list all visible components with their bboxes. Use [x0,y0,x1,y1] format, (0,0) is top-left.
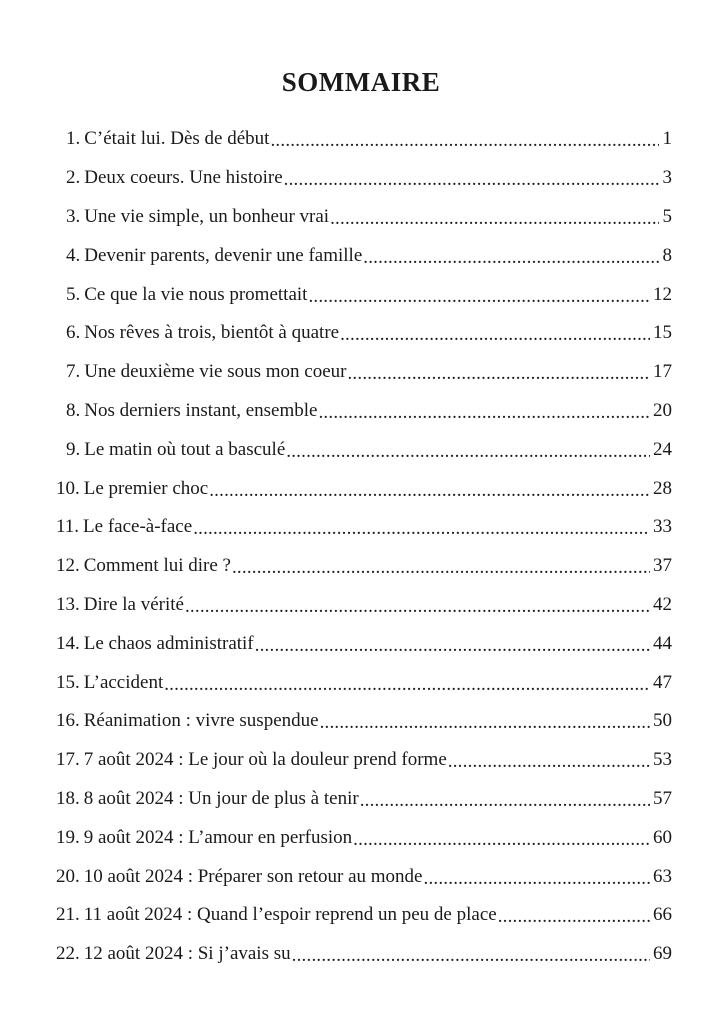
toc-entry [56,353,672,392]
dot-leader [498,905,650,929]
toc-entry [56,741,672,780]
toc-entry-page: 20 [653,399,672,421]
toc-entry-number: 10. [56,477,80,499]
dot-leader [340,323,650,347]
dot-leader [347,362,650,386]
toc-entry-title: Ce que la vie nous promettait [84,283,308,305]
toc-entry [56,469,672,508]
dot-leader [360,789,650,813]
toc-entry-number: 8. [66,399,81,421]
toc-entry [56,275,672,314]
toc-entry-title: Nos rêves à trois, bientôt à quatre [84,322,340,344]
dot-leader [255,634,650,658]
dot-leader [448,750,650,774]
toc-entry-title: Le matin où tout a basculé [84,438,286,460]
toc-entry-page: 17 [653,361,672,383]
toc-entry-number: 16. [56,710,80,732]
dot-leader [164,673,650,697]
toc-entry-page: 33 [653,516,672,538]
toc-entry [56,508,672,547]
dot-leader [353,828,650,852]
dot-leader [232,556,650,580]
toc-entry-title: Nos derniers instant, ensemble [84,399,318,421]
toc-entry-title: Comment lui dire ? [83,555,231,577]
toc-entry-number: 13. [56,593,80,615]
toc-entry-title: Deux coeurs. Une histoire [84,167,283,189]
toc-entry-title: Une deuxième vie sous mon coeur [84,361,347,383]
toc-entry-title: 7 août 2024 : Le jour où la douleur prend forme [83,749,447,771]
toc-entry-page: 12 [653,283,672,305]
toc-entry-page: 1 [662,128,672,150]
toc-entry [56,586,672,625]
page-title: SOMMAIRE [281,67,441,97]
toc-entry-page: 53 [653,749,672,771]
toc-entry-number: 5. [66,283,81,305]
toc-entry-page: 28 [653,477,672,499]
toc-entry [56,818,672,857]
dot-leader [318,401,650,425]
toc-entry [56,159,672,198]
toc-entry-number: 7. [66,361,81,383]
toc-entry-title: Dire la vérité [83,593,184,615]
dot-leader [363,246,659,270]
toc-entry-number: 19. [56,826,80,848]
dot-leader [193,517,650,541]
toc-entry [56,896,672,935]
toc-entry-page: 66 [653,904,672,926]
toc-entry-page: 37 [653,555,672,577]
toc-entry-title: Réanimation : vivre suspendue [83,710,319,732]
toc-entry-page: 69 [653,943,672,965]
dot-leader [209,479,650,503]
toc-entry-title: 11 août 2024 : Quand l’espoir reprend un peu de place [83,904,497,926]
toc-entry-number: 1. [66,128,81,150]
toc-entry-page: 50 [653,710,672,732]
toc-entry-title: C’était lui. Dès de début [84,128,270,150]
toc-entry-page: 24 [653,438,672,460]
toc-entry-page: 44 [653,632,672,654]
toc-entry-number: 6. [66,322,81,344]
toc-entry [56,430,672,469]
dot-leader [330,207,659,231]
dot-leader [284,168,659,192]
dot-leader [320,711,650,735]
toc-entry-title: L’accident [83,671,164,693]
dot-leader [270,129,659,153]
toc-entry-number: 21. [56,904,80,926]
toc-entry-title: 9 août 2024 : L’amour en perfusion [83,826,353,848]
toc-entry [56,663,672,702]
toc-entry-number: 11. [56,516,80,538]
table-of-contents [56,120,672,974]
toc-entry-page: 42 [653,593,672,615]
toc-entry-page: 8 [662,244,672,266]
toc-entry [56,702,672,741]
toc-entry-title: Le premier choc [83,477,209,499]
toc-entry [56,935,672,974]
toc-entry-number: 15. [56,671,80,693]
toc-entry-number: 22. [56,943,80,965]
toc-entry [56,780,672,819]
toc-entry-page: 47 [653,671,672,693]
toc-entry [56,120,672,159]
toc-entry-page: 60 [653,826,672,848]
toc-entry-number: 20. [56,865,80,887]
toc-entry-page: 15 [653,322,672,344]
toc-entry [56,624,672,663]
toc-entry-number: 12. [56,555,80,577]
toc-entry-number: 2. [66,167,81,189]
toc-entry [56,392,672,431]
toc-entry-title: 10 août 2024 : Préparer son retour au monde [83,865,423,887]
toc-entry-number: 9. [66,438,81,460]
dot-leader [424,867,651,891]
dot-leader [292,944,650,968]
toc-entry-title: Une vie simple, un bonheur vrai [84,205,330,227]
toc-entry-number: 17. [56,749,80,771]
toc-entry-title: 12 août 2024 : Si j’avais su [83,943,291,965]
toc-entry [56,198,672,237]
toc-entry [56,236,672,275]
toc-entry-number: 4. [66,244,81,266]
toc-entry-title: 8 août 2024 : Un jour de plus à tenir [83,787,359,809]
toc-entry-number: 14. [56,632,80,654]
toc-entry-page: 5 [662,205,672,227]
toc-entry [56,314,672,353]
toc-entry-page: 63 [653,865,672,887]
dot-leader [286,440,650,464]
toc-entry [56,547,672,586]
toc-entry-number: 18. [56,787,80,809]
toc-entry-page: 3 [662,167,672,189]
toc-entry [56,857,672,896]
toc-entry-title: Le chaos administratif [83,632,254,654]
dot-leader [308,285,650,309]
toc-entry-title: Devenir parents, devenir une famille [84,244,363,266]
dot-leader [185,595,650,619]
toc-entry-page: 57 [653,787,672,809]
toc-entry-title: Le face-à-face [83,516,193,538]
toc-entry-number: 3. [66,205,81,227]
